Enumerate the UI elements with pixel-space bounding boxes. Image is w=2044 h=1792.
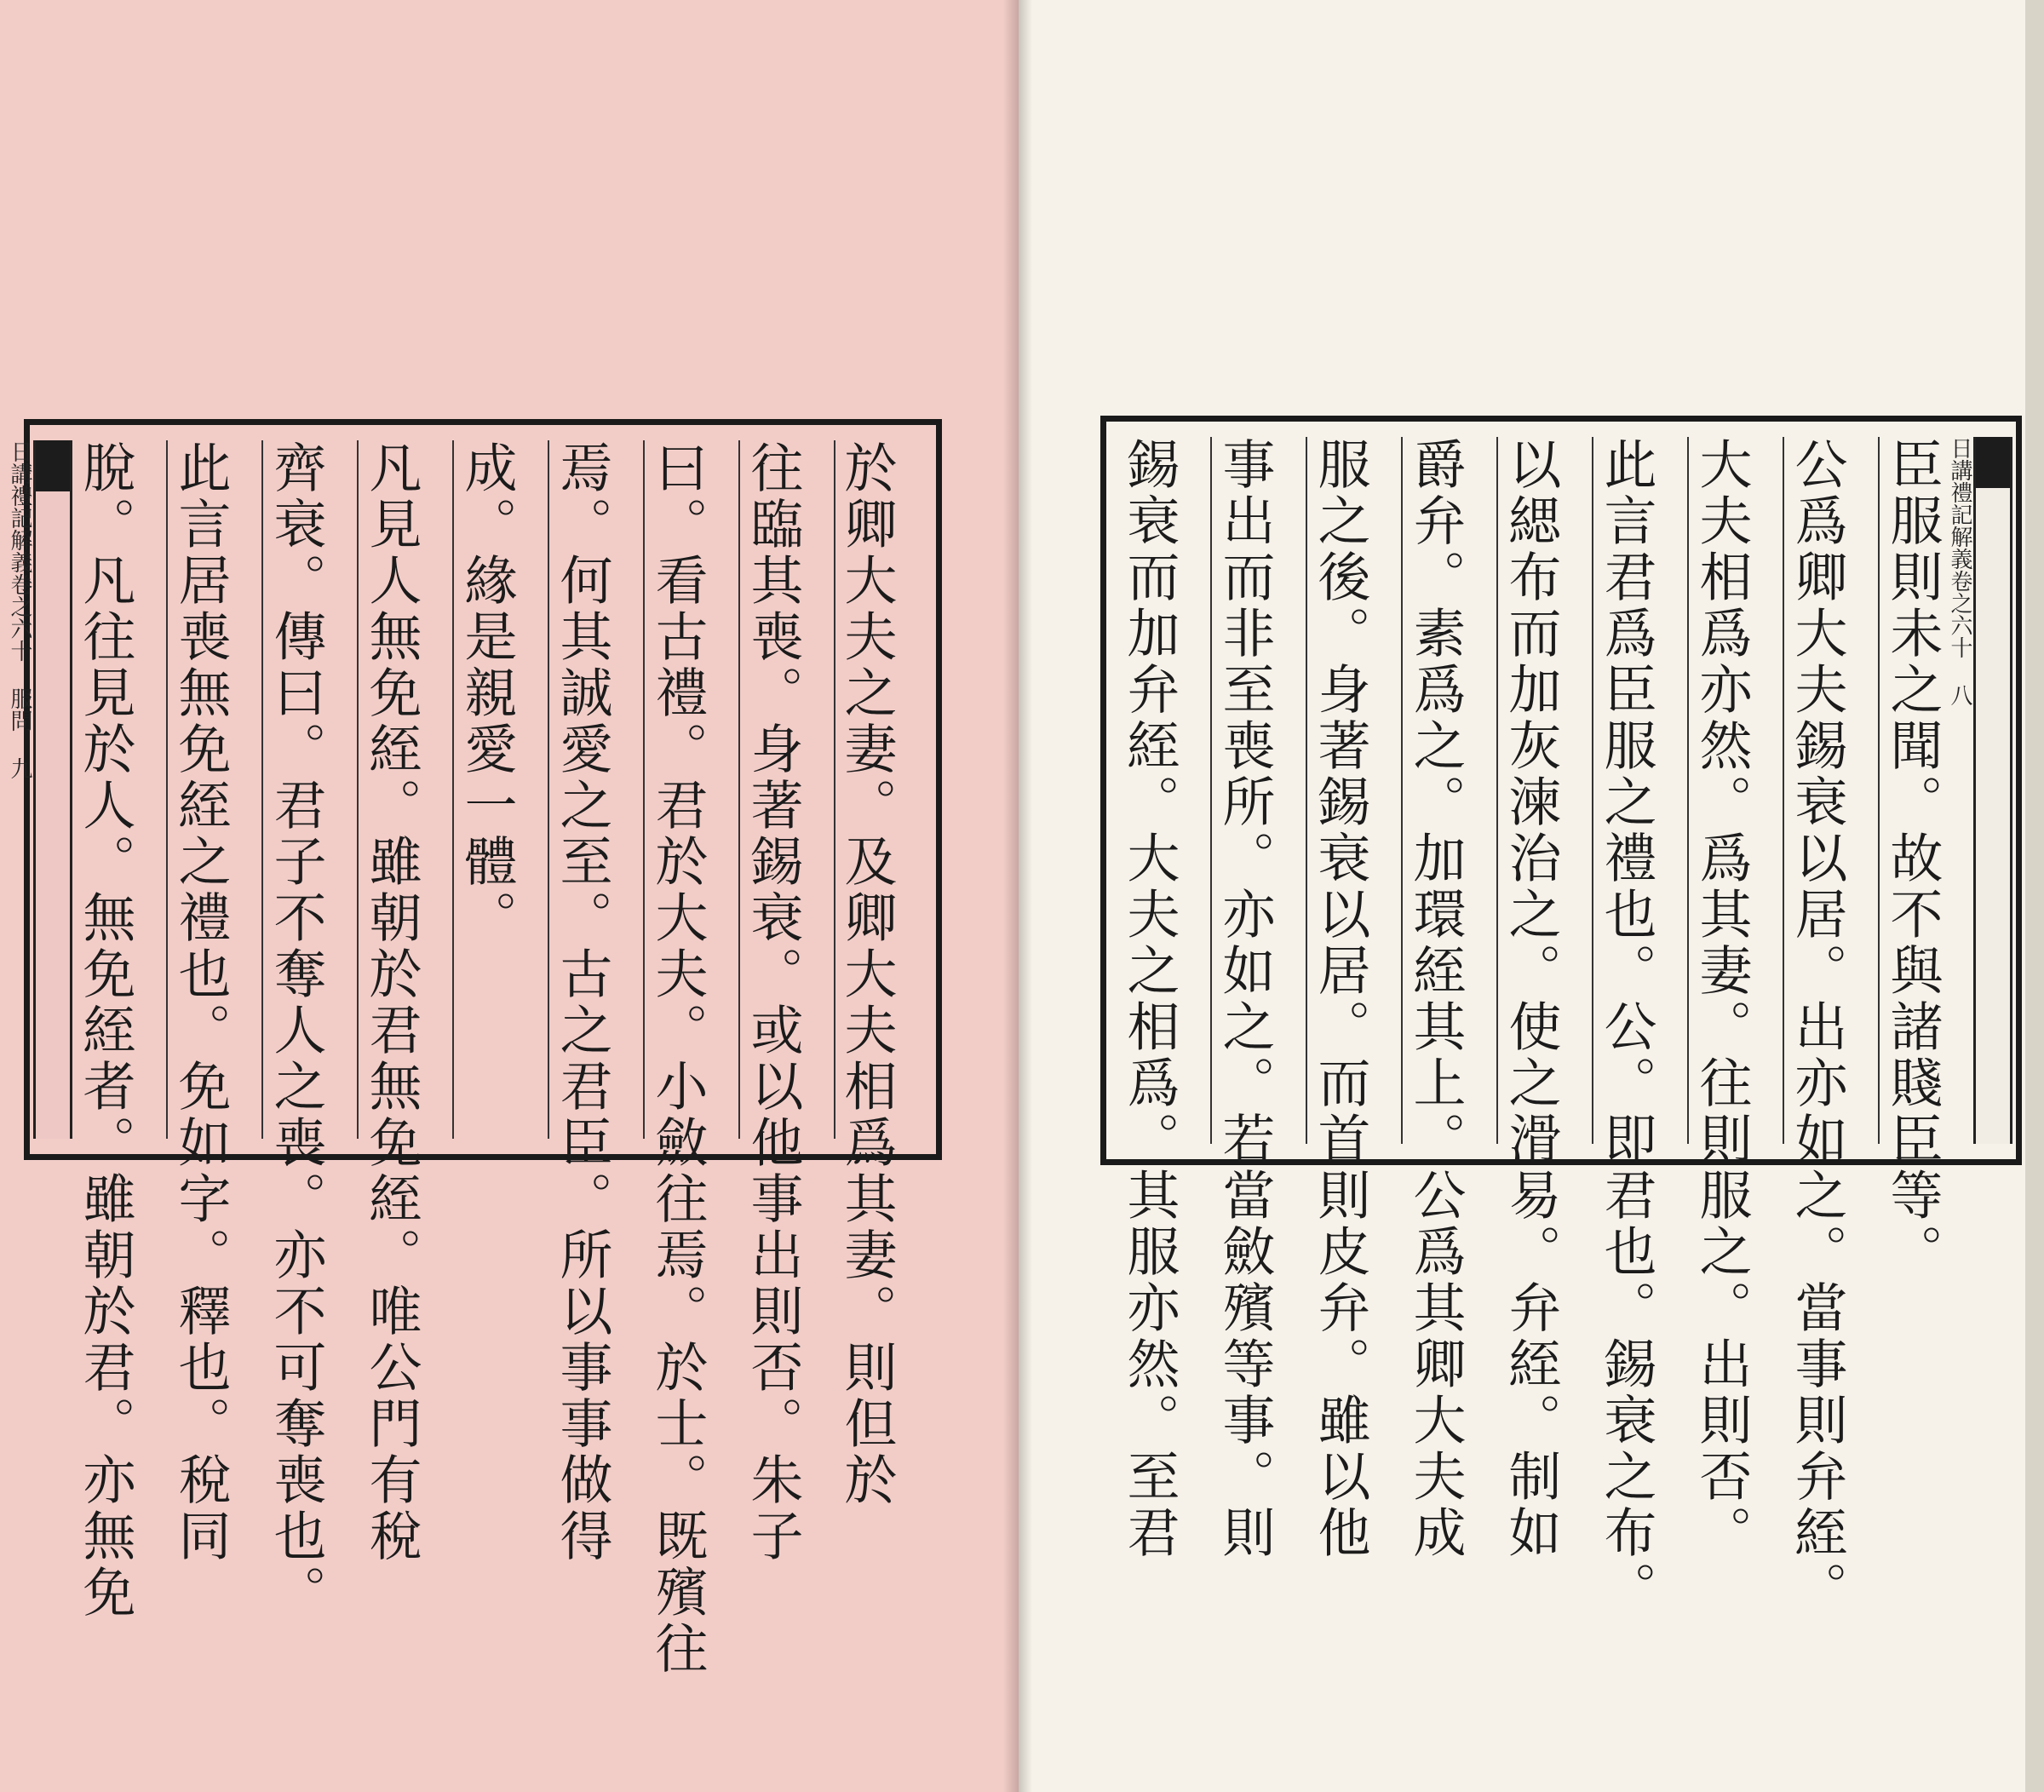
- fishtail-mark: [36, 440, 70, 491]
- text-column: 公爲卿大夫錫衰以居。出亦如之。當事則弁絰。: [1786, 437, 1848, 1617]
- text-column: 曰。看古禮。君於大夫。小斂往焉。於士。既殯往: [646, 440, 709, 1677]
- text-column: 服之後。身著錫衰以居。而首則皮弁。雖以他: [1309, 437, 1371, 1561]
- text-column: 錫衰而加弁絰。大夫之相爲。其服亦然。至君: [1118, 437, 1180, 1561]
- margin-folio: 八: [1947, 684, 1972, 706]
- left-text-frame: [7, 419, 942, 1677]
- text-column: 此言君爲臣服之禮也。公。即君也。錫衰之布。: [1595, 437, 1657, 1617]
- text-column: 以緦布而加灰湅治之。使之滑易。弁絰。制如: [1500, 437, 1562, 1561]
- center-margin-band: [7, 440, 72, 1139]
- text-column: 事出而非至喪所。亦如之。若當斂殯等事。則: [1214, 437, 1276, 1561]
- text-column: 此言居喪無免絰之禮也。免如字。釋也。稅同: [169, 440, 232, 1565]
- column-rule: [738, 440, 740, 1139]
- margin-title: 日講禮記解義卷之六十: [7, 440, 32, 662]
- left-page: [0, 0, 1019, 1792]
- right-text-frame: [1100, 416, 2022, 1617]
- margin-section: 服問: [7, 687, 32, 732]
- margin-title: 日講禮記解義卷之六十: [1947, 437, 1972, 658]
- column-rule: [643, 440, 645, 1139]
- text-column: 於卿大夫之妻。及卿大夫相爲其妻。則但於: [835, 440, 898, 1508]
- text-column: 脫。凡往見於人。無免絰者。雖朝於君。亦無免: [74, 440, 136, 1621]
- center-margin-band: [1947, 437, 2012, 1144]
- column-rule: [1592, 437, 1593, 1144]
- column-rule: [1878, 437, 1880, 1144]
- fishtail-mark: [1976, 437, 2010, 488]
- column-rule: [1687, 437, 1689, 1144]
- column-rule: [548, 440, 549, 1139]
- text-column: 大夫相爲亦然。爲其妻。往則服之。出則否。: [1691, 437, 1753, 1561]
- text-column: 臣服則未之聞。故不與諸賤臣等。: [1881, 437, 1944, 1280]
- column-rule: [1210, 437, 1212, 1144]
- column-rule: [1783, 437, 1784, 1144]
- text-column: 爵弁。素爲之。加環絰其上。公爲其卿大夫成: [1404, 437, 1467, 1561]
- text-column: 往臨其喪。身著錫衰。或以他事出則否。朱子: [742, 440, 804, 1565]
- column-rule: [166, 440, 168, 1139]
- text-column: 齊衰。傳曰。君子不奪人之喪。亦不可奪喪也。: [265, 440, 327, 1621]
- text-column: 凡見人無免絰。雖朝於君無免絰。唯公門有稅: [360, 440, 422, 1565]
- column-rule: [834, 440, 835, 1139]
- column-rule: [357, 440, 359, 1139]
- column-rule: [1306, 437, 1307, 1144]
- column-rule: [1496, 437, 1498, 1144]
- column-rule: [452, 440, 454, 1139]
- page-edge: [2025, 0, 2044, 1792]
- column-rule: [1401, 437, 1403, 1144]
- margin-folio: 九: [7, 757, 32, 779]
- text-column: 成。緣是親愛一體。: [456, 440, 518, 946]
- text-column: 焉。何其誠愛之至。古之君臣。所以事事做得: [551, 440, 613, 1565]
- column-rule: [261, 440, 263, 1139]
